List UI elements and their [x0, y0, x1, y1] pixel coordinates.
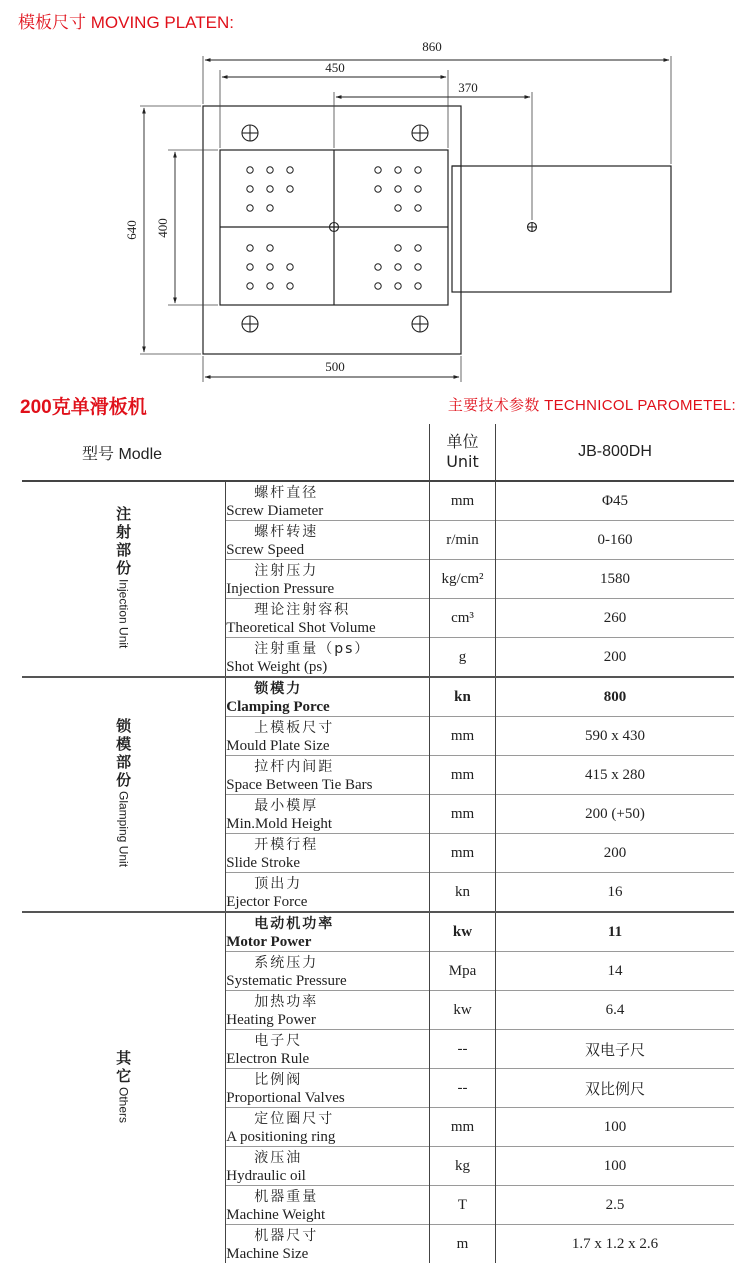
param-unit: kn: [430, 677, 496, 717]
param-name-cn: 电动机功率: [226, 913, 374, 933]
group-label-en: Others: [117, 1087, 131, 1123]
param-value: 200: [496, 638, 735, 678]
param-unit: r/min: [430, 521, 496, 560]
param-value: 双电子尺: [496, 1030, 735, 1069]
param-name-en: Injection Pressure: [226, 581, 334, 598]
param-name-en: Proportional Valves: [226, 1090, 344, 1107]
param-name-en: Machine Weight: [226, 1207, 325, 1224]
param-name-en: Mould Plate Size: [226, 738, 329, 755]
param-unit: --: [430, 1030, 496, 1069]
group-label-cn: 模: [22, 735, 225, 753]
dim-400: 400: [155, 218, 170, 238]
table-row: [22, 677, 734, 717]
param-unit: g: [430, 638, 496, 678]
param-unit: Mpa: [430, 952, 496, 991]
spec-table: [22, 424, 734, 1263]
param-name-en: Shot Weight (ps): [226, 659, 327, 676]
dim-500: 500: [325, 359, 345, 374]
param-name-en: Theoretical Shot Volume: [226, 620, 375, 637]
group-label-cn: 锁: [22, 717, 225, 735]
param-unit: mm: [430, 834, 496, 873]
param-value: 0-160: [496, 521, 735, 560]
param-name-cn: 机器重量: [226, 1186, 374, 1206]
param-value: 14: [496, 952, 735, 991]
param-name-cn: 拉杆内间距: [226, 756, 374, 776]
param-unit: mm: [430, 1108, 496, 1147]
group-label-cn: 其: [22, 1049, 225, 1067]
param-unit: mm: [430, 717, 496, 756]
param-value: 11: [496, 912, 735, 952]
group-label-cn: 份: [22, 559, 225, 577]
param-value: 1580: [496, 560, 735, 599]
table-header-row: [22, 424, 734, 481]
group-label-en: Glamping Unit: [117, 791, 131, 867]
param-name-cn: 螺杆转速: [226, 521, 374, 541]
param-unit: cm³: [430, 599, 496, 638]
param-name-cn: 加热功率: [226, 991, 374, 1011]
dim-370: 370: [458, 80, 478, 95]
param-unit: kg: [430, 1147, 496, 1186]
param-unit: kw: [430, 912, 496, 952]
param-name-cn: 顶出力: [226, 873, 374, 893]
param-name-en: Screw Speed: [226, 542, 304, 559]
param-value: 双比例尺: [496, 1069, 735, 1108]
dim-860: 860: [422, 39, 442, 54]
param-name-en: A positioning ring: [226, 1129, 335, 1146]
param-name-en: Clamping Porce: [226, 699, 329, 716]
group-label-en: Injection Unit: [117, 579, 131, 648]
group-label-cn: 射: [22, 523, 225, 541]
machine-subtitle: 200克单滑板机: [20, 392, 147, 419]
param-name-cn: 最小模厚: [226, 795, 374, 815]
param-value: Φ45: [496, 481, 735, 521]
param-name-en: Min.Mold Height: [226, 816, 332, 833]
param-name-cn: 理论注射容积: [226, 599, 374, 619]
param-name-en: Slide Stroke: [226, 855, 300, 872]
model-label: 型号 Modle: [22, 446, 162, 463]
moving-platen-drawing: [0, 0, 750, 385]
param-value: 200 (+50): [496, 795, 735, 834]
param-name-cn: 比例阀: [226, 1069, 374, 1089]
param-unit: kw: [430, 991, 496, 1030]
platen-heading: 模板尺寸 MOVING PLATEN:: [18, 8, 234, 33]
param-name-cn: 液压油: [226, 1147, 374, 1167]
param-name-cn: 注射压力: [226, 560, 374, 580]
model-value: JB-800DH: [578, 443, 652, 460]
param-value: 16: [496, 873, 735, 913]
param-value: 100: [496, 1147, 735, 1186]
unit-label-cn: 单位: [430, 432, 495, 452]
param-name-cn: 机器尺寸: [226, 1225, 374, 1245]
param-value: 415 x 280: [496, 756, 735, 795]
param-name-en: Machine Size: [226, 1246, 308, 1263]
param-value: 2.5: [496, 1186, 735, 1225]
param-name-en: Ejector Force: [226, 894, 307, 911]
table-row: [22, 481, 734, 521]
param-unit: mm: [430, 481, 496, 521]
dim-640: 640: [124, 220, 139, 240]
param-value: 1.7 x 1.2 x 2.6: [496, 1225, 735, 1263]
group-label-cn: 部: [22, 541, 225, 559]
slide-plate: [452, 166, 671, 292]
param-name-en: Motor Power: [226, 934, 311, 951]
table-row: [22, 912, 734, 952]
param-value: 100: [496, 1108, 735, 1147]
param-unit: mm: [430, 795, 496, 834]
spec-title: 主要技术参数 TECHNICOL PAROMETEL:: [448, 394, 736, 415]
group-label-cn: 注: [22, 505, 225, 523]
param-name-cn: 电子尺: [226, 1030, 374, 1050]
param-value: 800: [496, 677, 735, 717]
param-unit: T: [430, 1186, 496, 1225]
param-name-cn: 锁模力: [226, 678, 374, 698]
group-label-cn: 部: [22, 753, 225, 771]
group-label: [22, 677, 226, 912]
param-name-en: Systematic Pressure: [226, 973, 346, 990]
param-unit: --: [430, 1069, 496, 1108]
param-name-cn: 螺杆直径: [226, 482, 374, 502]
param-name-cn: 定位圈尺寸: [226, 1108, 374, 1128]
param-name-en: Space Between Tie Bars: [226, 777, 372, 794]
param-name-cn: 开模行程: [226, 834, 374, 854]
param-name-en: Electron Rule: [226, 1051, 309, 1068]
param-value: 6.4: [496, 991, 735, 1030]
unit-label-en: Unit: [430, 452, 495, 472]
group-label: [22, 481, 226, 677]
group-label-cn: 份: [22, 771, 225, 789]
param-value: 260: [496, 599, 735, 638]
param-name-en: Hydraulic oil: [226, 1168, 306, 1185]
dim-450: 450: [325, 60, 345, 75]
param-value: 590 x 430: [496, 717, 735, 756]
param-name-en: Screw Diameter: [226, 503, 323, 520]
param-name-cn: 系统压力: [226, 952, 374, 972]
param-unit: m: [430, 1225, 496, 1263]
bolt-holes: [242, 125, 537, 332]
param-name-en: Heating Power: [226, 1012, 316, 1029]
group-label: [22, 912, 226, 1263]
param-unit: kn: [430, 873, 496, 913]
param-unit: kg/cm²: [430, 560, 496, 599]
param-value: 200: [496, 834, 735, 873]
group-label-cn: 它: [22, 1067, 225, 1085]
param-name-cn: 上模板尺寸: [226, 717, 374, 737]
param-name-cn: 注射重量（ps）: [226, 638, 374, 658]
param-unit: mm: [430, 756, 496, 795]
